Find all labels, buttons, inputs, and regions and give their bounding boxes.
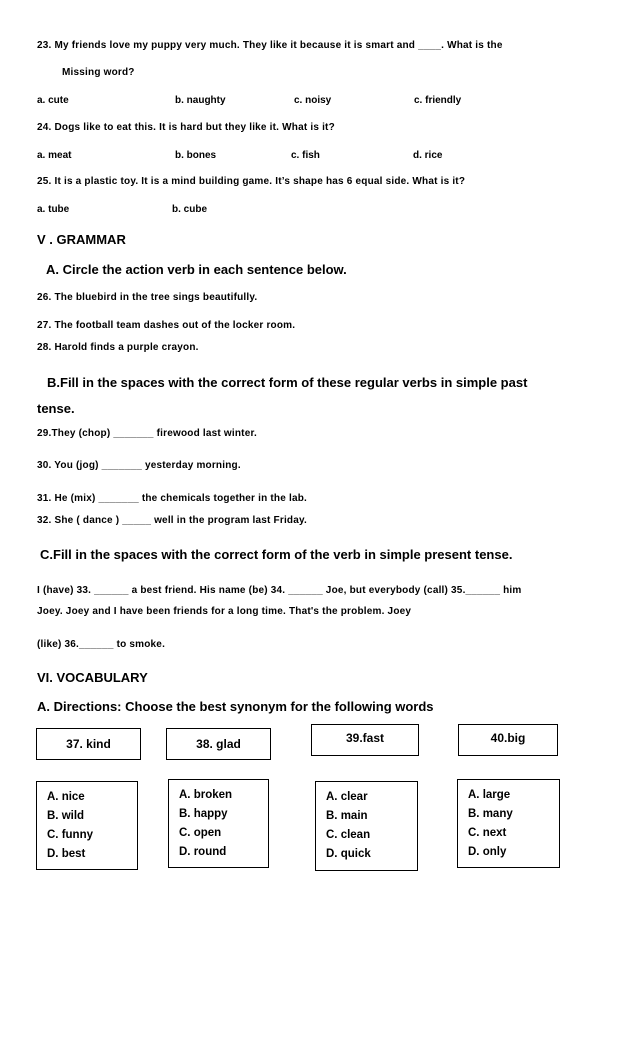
- vocabulary-directions: A. Directions: Choose the best synonym for the following words: [37, 699, 434, 714]
- q23-option-c: c. noisy: [294, 95, 332, 106]
- option-39-c: C. clean: [326, 829, 371, 841]
- question-24: 24. Dogs like to eat this. It is hard but they like it. What is it?: [37, 122, 335, 133]
- option-37-b: B. wild: [47, 810, 85, 822]
- options-box-38: [168, 779, 269, 868]
- grammar-part-a-heading: A. Circle the action verb in each sentence below.: [46, 262, 347, 277]
- question-27: 27. The football team dashes out of the locker room.: [37, 320, 296, 331]
- option-39-a: A. clear: [326, 791, 368, 803]
- word-box-40: [458, 724, 558, 756]
- q24-option-d: d. rice: [413, 150, 443, 161]
- options-box-39: [315, 781, 418, 871]
- option-38-c: C. open: [179, 827, 222, 839]
- option-37-c: C. funny: [47, 829, 93, 841]
- question-32: 32. She ( dance ) _____ well in the program last Friday.: [37, 515, 307, 526]
- option-40-a: A. large: [468, 789, 511, 801]
- paragraph-line-2: Joey. Joey and I have been friends for a long time. That's the problem. Joey: [37, 606, 412, 617]
- paragraph-line-3: (like) 36.______ to smoke.: [37, 639, 166, 650]
- word-box-38: [166, 728, 271, 760]
- q24-option-c: c. fish: [291, 150, 320, 161]
- word-label-37: 37. kind: [66, 737, 111, 751]
- option-38-d: D. round: [179, 846, 227, 858]
- q25-option-b: b. cube: [172, 204, 208, 215]
- paragraph-line-1: I (have) 33. ______ a best friend. His name (be) 34. ______ Joe, but everybody (call) 35.______ him: [37, 585, 522, 596]
- q23-option-d: c. friendly: [414, 95, 462, 106]
- option-37-a: A. nice: [47, 791, 85, 803]
- option-38-b: B. happy: [179, 808, 228, 820]
- question-25: 25. It is a plastic toy. It is a mind building game. It’s shape has 6 equal side. What is it?: [37, 176, 466, 187]
- word-box-37: [36, 728, 141, 760]
- question-30: 30. You (jog) _______ yesterday morning.: [37, 460, 241, 471]
- word-box-39: [311, 724, 419, 756]
- option-37-d: D. best: [47, 848, 86, 860]
- question-31: 31. He (mix) _______ the chemicals together in the lab.: [37, 493, 307, 504]
- grammar-part-c-heading: C.Fill in the spaces with the correct form of the verb in simple present tense.: [40, 547, 513, 562]
- question-26: 26. The bluebird in the tree sings beautifully.: [37, 292, 258, 303]
- question-23-line-1: 23. My friends love my puppy very much. They like it because it is smart and ____. What is the: [37, 40, 503, 51]
- grammar-title: V . GRAMMAR: [37, 232, 126, 247]
- q24-option-b: b. bones: [175, 150, 217, 161]
- word-label-40: 40.big: [490, 731, 526, 745]
- options-box-40: [457, 779, 560, 868]
- option-38-a: A. broken: [179, 789, 233, 801]
- q23-option-b: b. naughty: [175, 95, 226, 106]
- question-23-line-2: Missing word?: [62, 67, 135, 78]
- question-28: 28. Harold finds a purple crayon.: [37, 342, 199, 353]
- q23-option-a: a. cute: [37, 95, 69, 106]
- option-39-b: B. main: [326, 810, 368, 822]
- word-label-38: 38. glad: [196, 737, 241, 751]
- option-40-b: B. many: [468, 808, 513, 820]
- grammar-part-b-heading-line-2: tense.: [37, 401, 75, 416]
- q24-option-a: a. meat: [37, 150, 72, 161]
- option-40-d: D. only: [468, 846, 507, 858]
- options-box-37: [36, 781, 138, 870]
- word-label-39: 39.fast: [345, 731, 385, 745]
- grammar-part-b-heading-line-1: B.Fill in the spaces with the correct form of these regular verbs in simple past: [47, 375, 528, 390]
- vocabulary-title: VI. VOCABULARY: [37, 670, 148, 685]
- option-40-c: C. next: [468, 827, 507, 839]
- q25-option-a: a. tube: [37, 204, 70, 215]
- question-29: 29.They (chop) _______ firewood last winter.: [37, 428, 257, 439]
- option-39-d: D. quick: [326, 848, 371, 860]
